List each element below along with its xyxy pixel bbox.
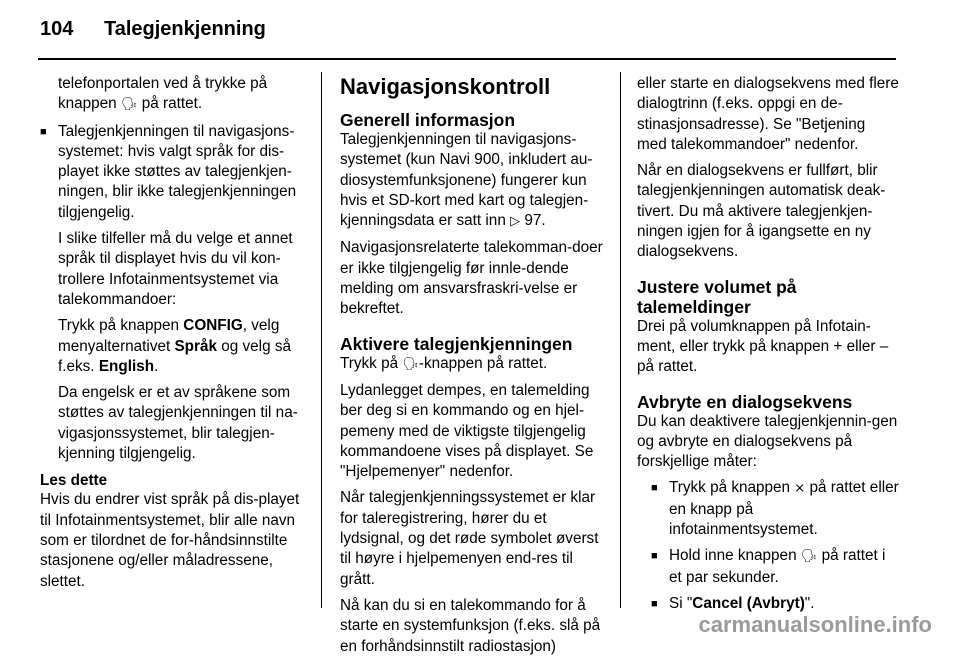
paragraph: eller starte en dialogsekvens med flere dialogtrinn (f.eks. oppgi en de-stinasjonsadresse). Se "Betjening med talekommandoer" nedenfor. (637, 75, 899, 153)
list-item: ■ Si "Cancel (Avbryt)". (651, 594, 899, 614)
column-1 (40, 74, 306, 598)
paragraph: Når en dialogsekvens er fullført, blir talegjenkjenningen automatisk deak-tivert. Du må aktivere talegjenkjen-ningen igjen for å igangsette en ny dialogsekvens. (637, 162, 886, 261)
paragraph: I slike tilfeller må du velge et annet språk til displayet hvis du vil kon-trollere Infotainmentsystemet via talekommandoer: (58, 230, 293, 308)
paragraph: Talegjenkjenningen til navigasjons-systemet (kun Navi 900, inkludert au-diosystemfunksjonene) fungerer kun hvis et SD-kort med kart og talegjen-kjenningsdata er satt inn ▷ 97. (340, 131, 593, 230)
paragraph: Lydanlegget dempes, en talemelding ber deg si en kommando og en hjel-pemeny med de viktigste tilgjengelig kommandoene vises på displayet. Se "Hjelpemenyer" nedenfor. (340, 381, 594, 481)
page-reference-icon: ▷ (510, 214, 521, 230)
section-heading: Navigasjonskontroll (340, 74, 551, 99)
config-button-label: CONFIG (183, 317, 243, 335)
paragraph: telefonportalen ved å trykke på knappen 🗣︎ på rattet. (58, 75, 268, 113)
speech-button-icon: 🗣︎ (800, 549, 818, 565)
column-divider-2 (620, 72, 621, 608)
column-divider-1 (321, 72, 322, 608)
speech-button-icon: 🗣︎ (402, 356, 419, 372)
watermark: carmanualsonline.info (698, 612, 932, 637)
list-item: ■ Talegjenkjenningen til navigasjons-systemet: hvis valgt språk for dis-playet ikke støttes av talegjenkjen-ningen, blir ikke talegjenkjenningen tilgjengelig. (40, 122, 306, 223)
paragraph: Trykk på 🗣︎-knappen på rattet. (340, 354, 548, 372)
page-header (40, 18, 266, 41)
note-text: Hvis du endrer vist språk på dis-playet til Infotainmentsystemet, blir alle navn som er tilordnet de for-håndsinnstilte stasjonene og/eller måladressene, slettet. (40, 491, 300, 590)
paragraph: Du kan deaktivere talegjenkjennin-gen og avbryte en dialogsekvens på forskjellige måter: (637, 412, 898, 471)
subsection-heading: Justere volumet på talemeldinger (637, 276, 797, 317)
mute-button-icon: ⨯ (794, 481, 806, 497)
paragraph: Når talegjenkjenningssystemet er klar for taleregistrering, hører du et lydsignal, og det røde symbolet øverst til høyre i hjelpemenyen end-res til grått. (340, 489, 599, 588)
list-item: ■ Trykk på knappen ⨯ på rattet eller en knapp på infotainmentsystemet. (651, 478, 899, 540)
speech-button-icon: 🗣︎ (120, 97, 138, 113)
menu-option-english: English (98, 357, 155, 375)
paragraph: Navigasjonsrelaterte talekomman-doer er ikke tilgjengelig før innle-dende melding om ansvarsfraskri-velse er bekreftet. (340, 239, 603, 318)
paragraph: Drei på volumknappen på Infotain-ment, eller trykk på knappen + eller – på rattet. (637, 317, 889, 376)
column-3 (637, 74, 899, 620)
menu-option-sprak: Språk (174, 337, 217, 355)
page-number: 104 (40, 18, 74, 40)
paragraph: Trykk på knappen CONFIG, velg menyalternativet Språk og velg så f.eks. English. (58, 317, 291, 375)
paragraph: Nå kan du si en talekommando for å starte en systemfunksjon (f.eks. slå på en forhåndsinnstilt radiostasjon) (340, 596, 601, 655)
list-item: ■ Hold inne knappen 🗣︎ på rattet i et par sekunder. (651, 546, 899, 588)
note-heading: Les dette (40, 472, 108, 490)
column-2 (340, 74, 608, 663)
subsection-heading: Aktivere talegjenkjenningen (340, 333, 573, 354)
page-title: Talegjenkjenning (104, 18, 266, 40)
paragraph: Da engelsk er et av språkene som støttes av talegjenkjenningen til na-vigasjonssystemet, blir talegjen-kjenning tilgjengelig. (58, 384, 298, 463)
subsection-heading: Avbryte en dialogsekvens (637, 391, 853, 412)
voice-command-label: Cancel (Avbryt) (692, 594, 805, 612)
subsection-heading: Generell informasjon (340, 110, 516, 130)
header-rule (38, 58, 896, 60)
